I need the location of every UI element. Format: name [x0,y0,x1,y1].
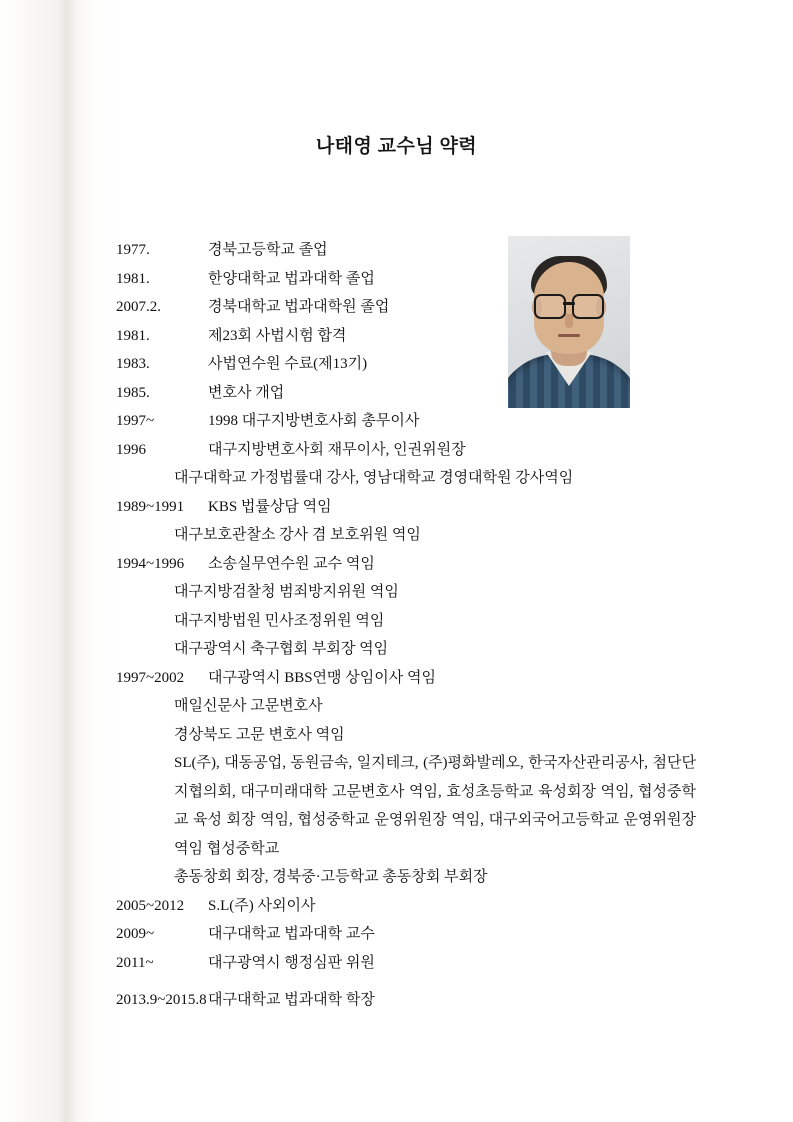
entry-text: 소송실무연수원 교수 역임 [208,555,375,572]
biography-entry [116,664,696,693]
entry-text: SL(주), 대동공업, 동원금속, 일지테크, (주)평화발레오, 한국자산관리공사, 첨단단지협의회, 대구미래대학 고문변호사 역임, 효성초등학교 육성회장 역임, 협성중학교 육성 회장 역임, 협성중학교 운영위원장 역임, 대구외국어고등학교 운영위원장 역임 협성중학교 [174,755,700,857]
biography-entry [116,521,696,550]
entry-text: 총동창회 회장, 경북중·고등학교 총동창회 부회장 [174,869,488,885]
entry-year: 1981. [116,327,150,344]
biography-entry [116,863,696,892]
entry-year: 2011~ [116,954,154,971]
entry-year: 2005~2012 [116,897,185,914]
entry-text: KBS 법률상담 역임 [208,498,332,515]
entry-text: 사법연수원 수료(제13기) [208,356,368,372]
biography-entry [116,986,696,1015]
entry-text: 대구대학교 가정법률대 강사, 영남대학교 경영대학원 강사역임 [174,470,574,486]
entry-text: 대구지방검찰청 범죄방지위원 역임 [174,584,399,600]
entry-text: 한양대학교 법과대학 졸업 [208,270,375,287]
entry-text: 1998 대구지방변호사회 총무이사 [208,413,420,429]
entry-year: 2009~ [116,926,155,942]
entry-text: 대구대학교 법과대학 학장 [208,992,375,1008]
entry-text: 경북대학교 법과대학원 졸업 [208,299,390,315]
biography-entry [116,721,696,750]
biography-entry [116,607,696,636]
biography-entry [116,350,696,379]
biography-entry [116,407,696,436]
entry-text: 대구광역시 BBS연맹 상임이사 역임 [208,669,436,686]
biography-entry-list [116,236,700,1015]
entry-year: 2007.2. [116,299,161,315]
biography-entry [116,749,700,863]
biography-entry [116,550,696,579]
entry-text: 대구지방법원 민사조정위원 역임 [174,612,385,629]
entry-year: 1985. [116,384,150,401]
biography-entry [116,236,696,265]
biography-entry [116,692,696,721]
page-title: 나태영 교수님 약력 [315,136,478,157]
biography-entry [116,892,696,921]
biography-entry [116,265,696,294]
entry-text: 제23회 사법시험 합격 [208,327,347,344]
entry-year: 1981. [116,270,150,287]
entry-text: 대구지방변호사회 재무이사, 인권위원장 [208,441,466,458]
entry-text: 매일신문사 고문변호사 [174,698,323,714]
entry-text: 대구대학교 법과대학 교수 [208,926,375,942]
entry-text: 변호사 개업 [208,384,285,401]
biography-entry [116,464,696,493]
entry-year: 1989~1991 [116,498,185,515]
biography-entry [116,322,696,351]
entry-year: 1997~ [116,413,155,429]
entry-year: 1994~1996 [116,555,185,572]
entry-text: 대구보호관찰소 강사 겸 보호위원 역임 [174,527,421,543]
biography-entry [116,379,696,408]
entry-year: 1997~2002 [116,669,185,686]
biography-entry [116,949,696,978]
biography-entry [116,635,696,664]
entry-year: 1977. [116,242,150,258]
biography-entry [116,293,696,322]
biography-entry [116,920,696,949]
biography-entry [116,493,696,522]
biography-entry [116,436,696,465]
entry-text: 대구광역시 축구협회 부회장 역임 [174,641,389,657]
entry-text: 경북고등학교 졸업 [208,242,328,258]
entry-text: S.L(주) 사외이사 [208,897,316,914]
entry-year: 1996 [116,441,146,458]
entry-year: 2013.9~2015.8 [116,992,207,1008]
entry-text: 대구광역시 행정심판 위원 [208,954,375,971]
entry-year: 1983. [116,356,150,372]
entry-text: 경상북도 고문 변호사 역임 [174,726,345,743]
biography-entry [116,578,696,607]
